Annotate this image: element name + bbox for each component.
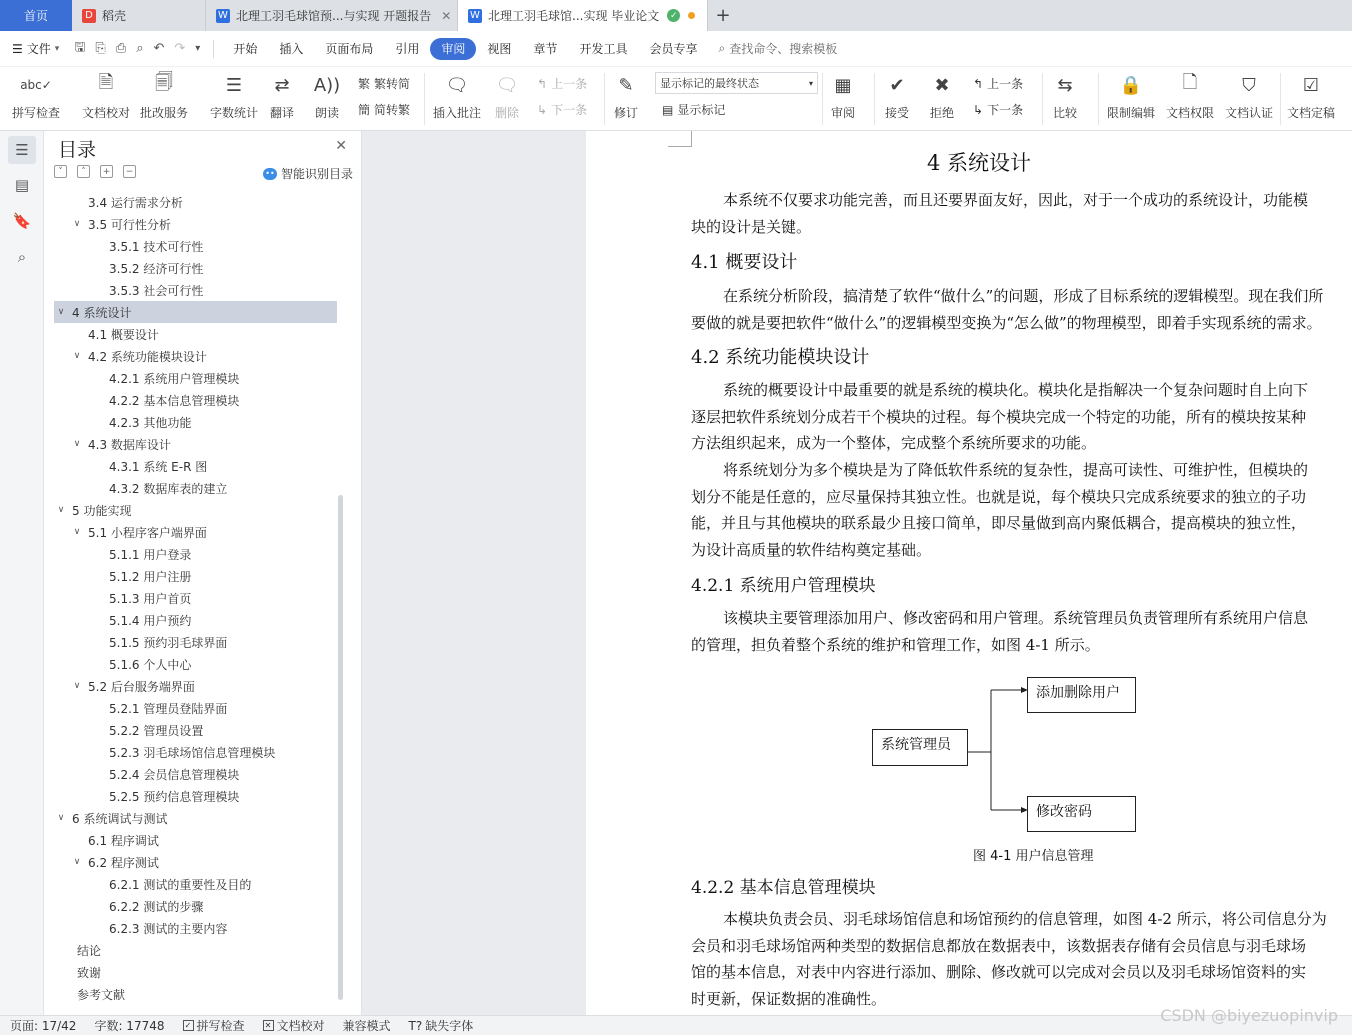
smart-toc-label: 智能识别目录	[280, 167, 353, 181]
heading-3: 4.2.1 系统用户管理模块	[691, 576, 876, 596]
toc-item-label: 6.2.1 测试的重要性及目的	[109, 877, 252, 892]
tab-docer[interactable]	[72, 0, 206, 31]
delete-comment-button[interactable]	[493, 71, 521, 121]
toc-item[interactable]	[54, 917, 337, 939]
review-service-label: 批改服务	[140, 106, 189, 120]
toc-item-label: 5.1.6 个人中心	[109, 657, 192, 672]
text-line: 会员和羽毛球场馆两种类型的数据信息都放在数据表中，该数据表存储有会员信息与羽毛球场	[691, 936, 1307, 955]
to-traditional-label: 简转繁	[374, 103, 411, 117]
doc-permission-label: 文档权限	[1166, 106, 1215, 120]
toc-item[interactable]	[54, 983, 337, 1005]
prev-comment-icon: ↰	[537, 76, 548, 91]
word-count-label: 字数统计	[210, 106, 259, 120]
text-line: 系统的概要设计中最重要的就是系统的模块化。模块化是指解决一个复杂问题时自上向下	[723, 381, 1309, 399]
toc-item[interactable]	[54, 653, 337, 675]
collapse-toggle-icon[interactable]: ∨	[73, 857, 81, 867]
section-nav-icon[interactable]: ▤	[14, 176, 30, 194]
reject-icon: ✖	[934, 74, 950, 96]
restrict-edit-label: 限制编辑	[1107, 106, 1156, 120]
prev-comment-label: 上一条	[551, 77, 588, 91]
print-preview-icon[interactable]: ⌕	[136, 41, 144, 56]
toc-item-label: 6.2.3 测试的主要内容	[109, 921, 228, 936]
toc-item[interactable]	[54, 895, 337, 917]
status-bar	[0, 1015, 1352, 1035]
toc-item[interactable]	[54, 873, 337, 895]
compat-mode[interactable]: 兼容模式	[342, 1019, 391, 1033]
doc-proof-button[interactable]	[82, 71, 130, 121]
margin-corner-mark	[668, 131, 692, 147]
toc-panel	[44, 131, 362, 1015]
toc-item-label: 4 系统设计	[72, 305, 132, 320]
compare-label: 比较	[1052, 106, 1077, 120]
redo-icon[interactable]: ↷	[174, 41, 186, 56]
text-line: 的管理，担负着整个系统的维护和管理工作，如图 4-1 所示。	[691, 635, 1100, 654]
next-comment-icon: ↳	[537, 102, 548, 117]
page-gutter	[362, 131, 586, 1015]
toc-item-label: 6.1 程序调试	[88, 833, 159, 848]
toc-item-label: 5.2.5 预约信息管理模块	[109, 789, 240, 804]
traditional-icon: 繁	[358, 77, 371, 91]
figure-caption: 图 4-1 用户信息管理	[973, 849, 1094, 864]
chevron-down-icon: ▾	[808, 78, 813, 88]
doc-finalize-button[interactable]	[1287, 71, 1335, 121]
export-icon[interactable]: ⎘	[95, 41, 106, 56]
chevron-down-icon: ▾	[54, 43, 60, 54]
wps-writer-icon: W	[468, 9, 482, 23]
diagram-connectors	[966, 686, 1036, 816]
toc-item[interactable]	[54, 609, 337, 631]
diagram-node-child: 添加删除用户	[1027, 677, 1136, 713]
text-line: 本系统不仅要求功能完善，而且还要界面友好，因此，对于一个成功的系统设计，功能模	[723, 191, 1309, 209]
missing-font-label: 缺失字体	[425, 1019, 474, 1033]
toc-item-label: 5.1.2 用户注册	[109, 569, 192, 584]
quick-access-dropdown-icon[interactable]: ▾	[195, 43, 201, 54]
accept-button[interactable]	[883, 71, 911, 121]
toc-item-label: 3.5.3 社会可行性	[109, 283, 204, 298]
toc-item[interactable]	[54, 345, 337, 367]
toc-item-label: 5.2.2 管理员设置	[109, 723, 204, 738]
text-line: 方法组织起来，成为一个整体，完成整个系统所要求的功能。	[691, 434, 1097, 452]
close-icon[interactable]: ✕	[335, 138, 347, 154]
track-changes-label: 修订	[613, 106, 638, 120]
collapse-toggle-icon[interactable]: ∨	[57, 813, 65, 823]
paragraph	[691, 377, 1352, 457]
lock-icon: 🔒	[1119, 74, 1143, 96]
toc-item[interactable]	[54, 279, 337, 301]
toc-item[interactable]	[54, 565, 337, 587]
menu-view[interactable]: 视图	[487, 42, 512, 56]
reject-button[interactable]	[928, 71, 956, 121]
next-change-icon: ↳	[973, 102, 984, 117]
toc-item-label: 5.1.4 用户预约	[109, 613, 192, 628]
heading-3: 4.2.2 基本信息管理模块	[691, 878, 876, 898]
menu-insert[interactable]: 插入	[279, 42, 304, 56]
translate-button[interactable]	[268, 71, 296, 121]
separator	[1280, 73, 1281, 125]
next-comment-button[interactable]	[537, 101, 587, 118]
text-line: 馆的基本信息，对表中内容进行添加、删除、修改就可以完成对会员以及羽毛球场馆资料的实	[691, 963, 1307, 981]
toc-item[interactable]	[54, 235, 337, 257]
doc-permission-button[interactable]	[1166, 71, 1214, 121]
review-pane-button[interactable]	[829, 71, 857, 121]
display-mode-value: 显示标记的最终状态	[660, 77, 759, 90]
heading-2: 4.1 概要设计	[691, 252, 798, 273]
heading-2: 4.2 系统功能模块设计	[691, 347, 870, 368]
toc-item[interactable]	[54, 323, 337, 345]
track-changes-button[interactable]	[612, 71, 640, 121]
docer-icon: D	[82, 9, 96, 23]
diagram-node-root: 系统管理员	[872, 729, 968, 766]
compare-button[interactable]	[1051, 71, 1079, 121]
accept-label: 接受	[884, 106, 909, 120]
doc-permission-icon: 🗋	[1182, 72, 1198, 93]
file-menu[interactable]	[12, 40, 59, 57]
heading-1: 4 系统设计	[926, 151, 1032, 175]
to-simplified-label: 繁转简	[374, 77, 411, 91]
toc-item-label: 4.2.2 基本信息管理模块	[109, 393, 240, 408]
toc-toolbar	[54, 165, 136, 178]
toc-item-label: 4.3.2 数据库表的建立	[109, 481, 228, 496]
collapse-toggle-icon[interactable]: ∨	[73, 219, 81, 229]
word-count-icon: ☰	[225, 74, 243, 96]
wps-writer-icon: W	[216, 9, 230, 23]
toc-item-label: 4.1 概要设计	[88, 327, 159, 342]
spell-check-icon: abc✓	[20, 78, 52, 92]
search-icon[interactable]: ⌕	[17, 248, 27, 266]
word-count-indicator[interactable]: 字数: 17748	[94, 1019, 165, 1033]
menu-references[interactable]: 引用	[395, 42, 420, 56]
separator	[1042, 73, 1043, 125]
toc-item[interactable]	[54, 675, 337, 697]
toc-item-label: 5.2.3 羽毛球场馆信息管理模块	[109, 745, 276, 760]
insert-comment-button[interactable]	[433, 71, 481, 121]
toc-item-label: 4.2.3 其他功能	[109, 415, 192, 430]
toc-item[interactable]	[54, 697, 337, 719]
to-simplified-button[interactable]	[358, 75, 410, 92]
text-line: 该模块主要管理添加用户、修改密码和用户管理。系统管理员负责管理所有系统用户信息	[723, 609, 1309, 627]
toc-item[interactable]	[54, 521, 337, 543]
restrict-edit-button[interactable]	[1107, 71, 1155, 121]
spell-check-button[interactable]	[12, 71, 60, 121]
text-line: 要做的就是要把软件“做什么”的逻辑模型变换为“怎么做”的物理模型，即着手实现系统的需求。	[691, 313, 1322, 332]
review-service-button[interactable]	[140, 71, 188, 121]
toc-item-label: 6.2 程序测试	[88, 855, 159, 870]
tab-proposal[interactable]	[206, 0, 458, 31]
collapse-toggle-icon[interactable]: ∨	[57, 307, 65, 317]
expand-icon[interactable]: ˄	[77, 165, 90, 178]
separator	[424, 73, 425, 125]
spell-check-label: 拼写检查	[12, 106, 61, 120]
document-page[interactable]	[586, 131, 1352, 1015]
toc-item[interactable]	[54, 499, 337, 521]
delete-comment-label: 删除	[494, 106, 519, 120]
insert-comment-label: 插入批注	[433, 106, 482, 120]
paragraph	[691, 457, 1352, 563]
toc-item-label: 6.2.2 测试的步骤	[109, 899, 204, 914]
review-service-icon: 🗐	[155, 72, 173, 93]
prev-change-icon: ↰	[973, 76, 984, 91]
accept-icon: ✔	[889, 74, 905, 96]
tab-label: 北理工羽毛球馆...实现 毕业论文	[488, 9, 660, 23]
text-line: 块的设计是关键。	[691, 217, 812, 236]
menu-member[interactable]: 会员专享	[649, 42, 698, 56]
menu-layout[interactable]: 页面布局	[325, 42, 374, 56]
menu-developer[interactable]: 开发工具	[579, 42, 628, 56]
checkbox-icon: ✓	[183, 1020, 194, 1031]
show-markup-label: 显示标记	[677, 103, 726, 117]
missing-font-icon: T?	[408, 1018, 423, 1033]
command-search[interactable]	[718, 40, 837, 57]
collapse-toggle-icon[interactable]: ∨	[73, 351, 81, 361]
display-mode-select[interactable]	[655, 72, 818, 94]
collapse-toggle-icon[interactable]: ∨	[73, 439, 81, 449]
toc-item-label: 6 系统调试与测试	[72, 811, 168, 826]
prev-change-button[interactable]	[973, 75, 1023, 92]
text-line: 在系统分析阶段，搞清楚了软件“做什么”的问题，形成了目标系统的逻辑模型。现在我们所	[723, 287, 1324, 305]
text-line: 将系统划分为多个模块是为了降低软件系统的复杂性，提高可读性、可维护性，但模块的	[723, 461, 1309, 479]
finalize-icon: ☑	[1302, 74, 1320, 96]
translate-icon: ⇄	[274, 74, 290, 96]
collapse-toggle-icon[interactable]: ∨	[73, 527, 81, 537]
toc-item[interactable]	[54, 367, 337, 389]
menu-bar	[0, 31, 1352, 67]
bookmark-icon[interactable]: 🔖	[12, 212, 32, 230]
paragraph	[691, 605, 1352, 658]
text-line: 逐层把软件系统划分成若干个模块的过程。每个模块完成一个特定的功能，所有的模块按某种	[691, 407, 1307, 426]
toc-item[interactable]	[54, 301, 337, 323]
simplified-icon: 簡	[358, 103, 371, 117]
separator	[1098, 73, 1099, 125]
toc-scrollbar[interactable]	[338, 495, 343, 1000]
toc-item[interactable]	[54, 785, 337, 807]
toc-item[interactable]	[54, 829, 337, 851]
save-icon[interactable]: 🖫	[74, 39, 86, 55]
toc-list	[54, 191, 337, 1009]
toc-item-label: 3.4 运行需求分析	[88, 195, 183, 210]
doc-proof-label: 文档校对	[82, 106, 131, 120]
toc-item[interactable]	[54, 543, 337, 565]
toc-item[interactable]	[54, 763, 337, 785]
hamburger-icon: ☰	[12, 41, 23, 56]
doc-certify-button[interactable]	[1225, 71, 1273, 121]
toc-item-label: 参考文献	[77, 987, 126, 1002]
toc-title: 目录	[58, 139, 97, 161]
text-line: 时更新，保证数据的准确性。	[691, 989, 887, 1008]
toc-item-label: 5.1.3 用户首页	[109, 591, 192, 606]
toc-item-label: 5.1 小程序客户端界面	[88, 525, 207, 540]
new-tab-button[interactable]: +	[715, 5, 731, 26]
unsaved-dot-icon	[688, 12, 695, 19]
toc-item[interactable]	[54, 433, 337, 455]
review-pane-icon: ▦	[834, 74, 852, 96]
toc-item-label: 5.2.4 会员信息管理模块	[109, 767, 240, 782]
menu-review[interactable]: 审阅	[430, 38, 476, 60]
toc-item-label: 4.3 数据库设计	[88, 437, 171, 452]
text-line: 能，并且与其他模块的联系最少且接口简单，即尽量做到高内聚低耦合，提高模块的独立性，	[691, 514, 1307, 532]
word-count-button[interactable]	[210, 71, 258, 121]
next-comment-label: 下一条	[551, 103, 588, 117]
doc-proof-status-label: 文档校对	[276, 1019, 325, 1033]
text-line: 本模块负责会员、羽毛球场馆信息和场馆预约的信息管理，如图 4-2 所示，将公司信息分为	[723, 910, 1327, 928]
next-change-button[interactable]	[973, 101, 1023, 118]
shield-icon: ⛉	[1242, 74, 1256, 96]
close-icon[interactable]: ✕	[441, 8, 452, 23]
toc-item-label: 5.2.1 管理员登陆界面	[109, 701, 228, 716]
page-indicator[interactable]: 页面: 17/42	[10, 1019, 77, 1033]
toc-item[interactable]	[54, 939, 337, 961]
toc-item-label: 5.1.1 用户登录	[109, 547, 192, 562]
collapse-toggle-icon[interactable]: ∨	[57, 505, 65, 515]
print-icon[interactable]: ⎙	[115, 41, 127, 56]
collapse-icon[interactable]: ˅	[54, 165, 67, 178]
toc-item[interactable]	[54, 631, 337, 653]
cloud-saved-icon: ✓	[667, 9, 680, 22]
review-pane-label: 审阅	[830, 106, 855, 120]
separator	[213, 40, 214, 58]
next-change-label: 下一条	[987, 103, 1024, 117]
toc-item-label: 4.2 系统功能模块设计	[88, 349, 207, 364]
toc-item-label: 5.1.5 预约羽毛球界面	[109, 635, 228, 650]
doc-finalize-label: 文档定稿	[1287, 106, 1336, 120]
tab-label: 北理工羽毛球馆预...与实现 开题报告	[236, 9, 432, 23]
spell-check-status[interactable]	[183, 1017, 245, 1034]
paragraph	[691, 906, 1352, 1012]
missing-font-status[interactable]	[409, 1017, 474, 1034]
reject-label: 拒绝	[929, 106, 954, 120]
tab-thesis[interactable]	[458, 0, 708, 31]
toc-item-label: 5 功能实现	[72, 503, 132, 518]
toc-item-label: 5.2 后台服务端界面	[88, 679, 195, 694]
show-markup-icon: ▤	[662, 102, 674, 117]
toc-item[interactable]	[54, 213, 337, 235]
menu-section[interactable]: 章节	[533, 42, 558, 56]
toc-item-label: 4.3.1 系统 E-R 图	[109, 459, 208, 474]
paragraph	[691, 187, 1352, 240]
review-ribbon	[0, 67, 1352, 131]
prev-change-label: 上一条	[987, 77, 1024, 91]
toc-item-label: 3.5.1 技术可行性	[109, 239, 204, 254]
tab-label: 稻壳	[102, 9, 127, 23]
comment-delete-icon: 🗨	[495, 74, 519, 96]
read-aloud-icon: A))	[313, 74, 341, 96]
prev-comment-button[interactable]	[537, 75, 587, 92]
comment-plus-icon: 🗨	[445, 74, 469, 96]
doc-proof-status[interactable]	[263, 1017, 325, 1034]
show-markup-button[interactable]	[662, 101, 725, 118]
toc-item[interactable]	[54, 191, 337, 213]
toc-item[interactable]	[54, 807, 337, 829]
search-icon: ⌕	[718, 41, 726, 55]
toc-item[interactable]	[54, 719, 337, 741]
toc-item-label: 4.2.1 系统用户管理模块	[109, 371, 240, 386]
toc-item[interactable]	[54, 961, 337, 983]
doc-certify-label: 文档认证	[1225, 106, 1274, 120]
nav-icon-strip	[0, 131, 44, 1015]
toc-item[interactable]	[54, 587, 337, 609]
compare-icon: ⇆	[1057, 74, 1073, 96]
file-menu-label: 文件	[26, 42, 51, 56]
toc-item[interactable]	[54, 477, 337, 499]
undo-icon[interactable]: ↶	[153, 41, 165, 56]
toc-item[interactable]	[54, 851, 337, 873]
text-line: 划分不能是任意的，应尽量保持其独立性。也就是说，每个模块只完成系统要求的独立的子功	[691, 487, 1307, 506]
smart-toc-button[interactable]	[263, 165, 353, 182]
toc-item-label: 3.5 可行性分析	[88, 217, 171, 232]
track-changes-icon: ✎	[618, 74, 634, 96]
proof-icon: ✕	[263, 1020, 274, 1031]
toc-item-label: 致谢	[77, 965, 102, 980]
remove-heading-icon[interactable]: −	[123, 165, 136, 178]
read-aloud-label: 朗读	[314, 106, 339, 120]
to-traditional-button[interactable]	[358, 101, 410, 118]
diagram-node-child: 修改密码	[1027, 796, 1136, 832]
text-line: 为设计高质量的软件结构奠定基础。	[691, 540, 932, 559]
toc-item[interactable]	[54, 257, 337, 279]
toc-item[interactable]	[54, 455, 337, 477]
separator	[604, 73, 605, 125]
tab-bar	[0, 0, 1352, 31]
translate-label: 翻译	[269, 106, 294, 120]
separator	[822, 73, 823, 125]
smart-toc-icon: ••	[263, 168, 277, 180]
tab-home[interactable]: 首页	[0, 0, 72, 31]
toc-panel-icon[interactable]: ☰	[8, 136, 36, 164]
toc-item-label: 结论	[77, 943, 102, 958]
add-heading-icon[interactable]: +	[100, 165, 113, 178]
toc-item[interactable]	[54, 411, 337, 433]
command-search-placeholder: 查找命令、搜索模板	[729, 42, 838, 56]
doc-proof-icon: 🗎	[98, 72, 114, 93]
toc-item[interactable]	[54, 741, 337, 763]
collapse-toggle-icon[interactable]: ∨	[73, 681, 81, 691]
separator	[874, 73, 875, 125]
toc-item-label: 3.5.2 经济可行性	[109, 261, 204, 276]
watermark: CSDN @biyezuopinvip	[1160, 1006, 1338, 1025]
menu-home[interactable]: 开始	[233, 42, 258, 56]
spell-check-status-label: 拼写检查	[196, 1019, 245, 1033]
toc-item[interactable]	[54, 389, 337, 411]
paragraph	[691, 283, 1352, 336]
read-aloud-button[interactable]	[313, 71, 341, 121]
